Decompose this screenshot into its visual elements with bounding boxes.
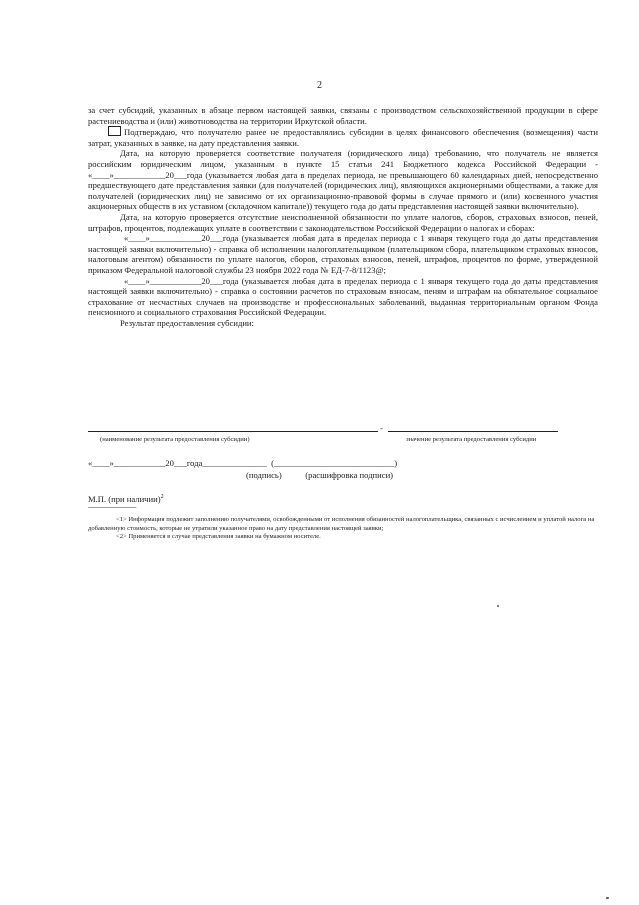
confirmation-checkbox[interactable]: [108, 126, 121, 136]
paragraph-date-check-legal-entity: Дата, на которую проверяется соответствие получателя (юридического лица) требованию, что получатель не является российским юридическим лицом, указанным в пункте 15 статьи 241 Бюджетного кодекса Российской Федерации - «____»____________20___года (указывается любая дата в пределах периода, не превышающего 60 календарных дней, непосредственно предшествующего дате представления заявки (для получателей (юридических лиц), являющихся акционерными обществами, а также для получателей (юридических лиц) не зависимо от их организационно-правовой формы в случае прямого и (или) косвенного участия акционерных обществ в их уставном (складочном капитале)) текущего года до даты представления настоящей заявки включительно).: [88, 148, 598, 212]
signature-line[interactable]: «____»____________20___года_______________ (____________________________): [88, 458, 398, 468]
stamp-footnote-mark: 2: [160, 494, 164, 501]
footnote-2: <2> Применяется в случае представления заявки на бумажном носителе.: [116, 533, 321, 541]
signature-captions: (подпись) (расшифровка подписи): [246, 470, 394, 480]
result-dash: -: [380, 423, 383, 433]
scan-speck: [497, 605, 499, 607]
document-body: [88, 105, 598, 328]
stamp-label: [88, 494, 164, 504]
paragraph-tax-certificate: «____»____________20___года (указывается любая дата в пределах периода с 1 января текущего года до даты представления настоящей заявки включительно) - справка об исполнении налогоплательщиком (плательщиком сбора, плательщиком страховых взносов, налоговым агентом) обязанности по уплате налогов, сборов, страховых взносов, пеней, штрафов, процентов по форме, утвержденной приказом Федеральной налоговой службы 23 ноября 2022 года № ЕД-7-8/1123@;: [88, 233, 598, 275]
stamp-label-text: М.П. (при наличии): [88, 494, 161, 504]
confirmation-text: Подтверждаю, что получателю ранее не предоставлялись субсидии в целях финансового обеспечения (возмещения) части затрат, указанных в заявке, на дату представления заявки.: [88, 127, 598, 148]
paragraph-confirmation: [88, 126, 598, 148]
result-label: Результат предоставления субсидии:: [120, 317, 254, 328]
result-name-line[interactable]: [88, 431, 378, 432]
result-value-caption: значение результата предоставления субсидии: [406, 436, 537, 443]
result-value-line[interactable]: [388, 431, 558, 432]
signature-block: [88, 458, 598, 480]
scan-speck: [606, 897, 609, 899]
footnotes: [88, 516, 598, 542]
paragraph-date-check-tax: Дата, на которую проверяется отсутствие неисполненной обязанности по уплате налогов, сборов, страховых взносов, пеней, штрафов, процентов, подлежащих уплате в соответствии с законодательством Российской Федерации о налогах и сборах:: [88, 211, 598, 233]
paragraph-insurance-certificate: «____»____________20___года (указывается любая дата в пределах периода с 1 января текущего года до даты представления настоящей заявки включительно) - справка о состоянии расчетов по страховым взносам, пеням и штрафам на обязательное социальное страхование от несчастных случаев на производстве и профессиональных заболеваний, выданная территориальным органом Фонда пенсионного и социального страхования Российской Федерации.: [88, 275, 598, 318]
page-number: 2: [317, 80, 322, 91]
paragraph-subsidy-purpose: за счет субсидий, указанных в абзаце первом настоящей заявки, связаны с производством сельскохозяйственной продукции в сфере растениеводства и (или) животноводства на территории Иркутской области.: [88, 105, 598, 126]
footnote-1: <1> Информация подлежит заполнению получателями, освобожденными от исполнения обязанностей налогоплательщика, связанных с исчислением и уплатой налога на добавленную стоимость, которые не утратили указанное право на дату представления настоящей заявки;: [88, 516, 595, 532]
footnote-separator: --------------------------------: [88, 505, 136, 511]
result-fields: [88, 422, 598, 452]
result-name-caption: (наименование результата предоставления субсидии): [100, 436, 250, 443]
